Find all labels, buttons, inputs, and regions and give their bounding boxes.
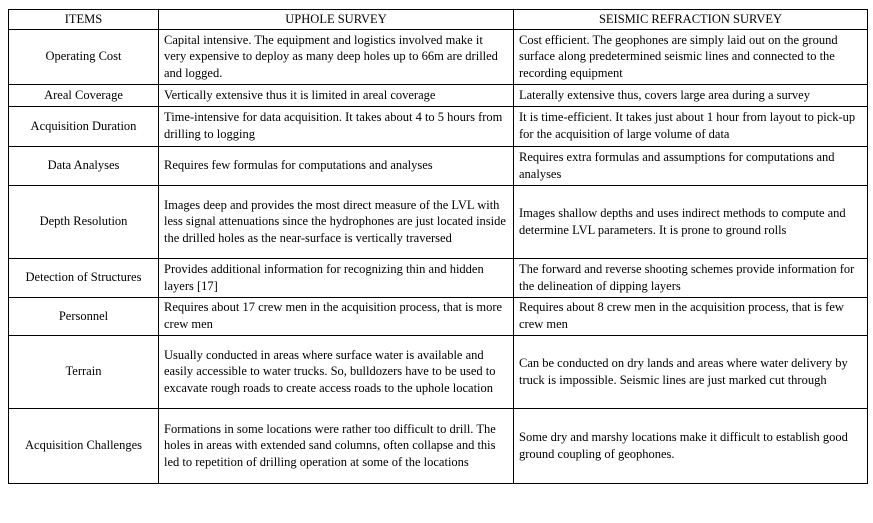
table-row [9, 336, 868, 409]
seismic-cell: Images shallow depths and uses indirect methods to compute and determine LVL parameters. It is prone to ground rolls [514, 186, 868, 259]
item-cell: Acquisition Challenges [9, 409, 159, 484]
uphole-cell: Provides additional information for recognizing thin and hidden layers [17] [159, 259, 514, 298]
seismic-cell: Can be conducted on dry lands and areas where water delivery by truck is impossible. Seismic lines are just marked cut through [514, 336, 868, 409]
item-cell: Areal Coverage [9, 85, 159, 107]
comparison-table [8, 9, 868, 484]
uphole-cell: Capital intensive. The equipment and logistics involved make it very expensive to deploy as many deep holes up to 66m are drilled and logged. [159, 30, 514, 85]
seismic-cell: Cost efficient. The geophones are simply laid out on the ground surface along predetermined seismic lines and connected to the recording equipment [514, 30, 868, 85]
uphole-cell: Formations in some locations were rather too difficult to drill. The holes in areas with extended sand columns, often collapse and this led to repetition of drilling operation at some of the locations [159, 409, 514, 484]
uphole-cell: Images deep and provides the most direct measure of the LVL with less signal attenuations since the hydrophones are just located inside the drilled holes as the near-surface is vertically traversed [159, 186, 514, 259]
uphole-cell: Usually conducted in areas where surface water is available and easily accessible to water trucks. So, bulldozers have to be used to excavate rough roads to create access roads to the uphole location [159, 336, 514, 409]
seismic-cell: Some dry and marshy locations make it difficult to establish good ground coupling of geophones. [514, 409, 868, 484]
table-row [9, 259, 868, 298]
item-cell: Acquisition Duration [9, 107, 159, 147]
seismic-cell: Requires about 8 crew men in the acquisition process, that is few crew men [514, 298, 868, 336]
table-row [9, 147, 868, 186]
table-row [9, 107, 868, 147]
header-items: ITEMS [9, 10, 159, 30]
table-row [9, 186, 868, 259]
header-uphole-survey: UPHOLE SURVEY [159, 10, 514, 30]
item-cell: Data Analyses [9, 147, 159, 186]
table-row [9, 298, 868, 336]
seismic-cell: Requires extra formulas and assumptions for computations and analyses [514, 147, 868, 186]
table-row [9, 409, 868, 484]
header-row [9, 10, 868, 30]
table-row [9, 85, 868, 107]
table-row [9, 30, 868, 85]
header-seismic-refraction-survey: SEISMIC REFRACTION SURVEY [514, 10, 868, 30]
seismic-cell: Laterally extensive thus, covers large area during a survey [514, 85, 868, 107]
item-cell: Detection of Structures [9, 259, 159, 298]
item-cell: Operating Cost [9, 30, 159, 85]
seismic-cell: It is time-efficient. It takes just about 1 hour from layout to pick-up for the acquisition of large volume of data [514, 107, 868, 147]
uphole-cell: Requires few formulas for computations and analyses [159, 147, 514, 186]
item-cell: Terrain [9, 336, 159, 409]
item-cell: Personnel [9, 298, 159, 336]
seismic-cell: The forward and reverse shooting schemes provide information for the delineation of dipping layers [514, 259, 868, 298]
item-cell: Depth Resolution [9, 186, 159, 259]
uphole-cell: Requires about 17 crew men in the acquisition process, that is more crew men [159, 298, 514, 336]
uphole-cell: Time-intensive for data acquisition. It takes about 4 to 5 hours from drilling to logging [159, 107, 514, 147]
uphole-cell: Vertically extensive thus it is limited in areal coverage [159, 85, 514, 107]
